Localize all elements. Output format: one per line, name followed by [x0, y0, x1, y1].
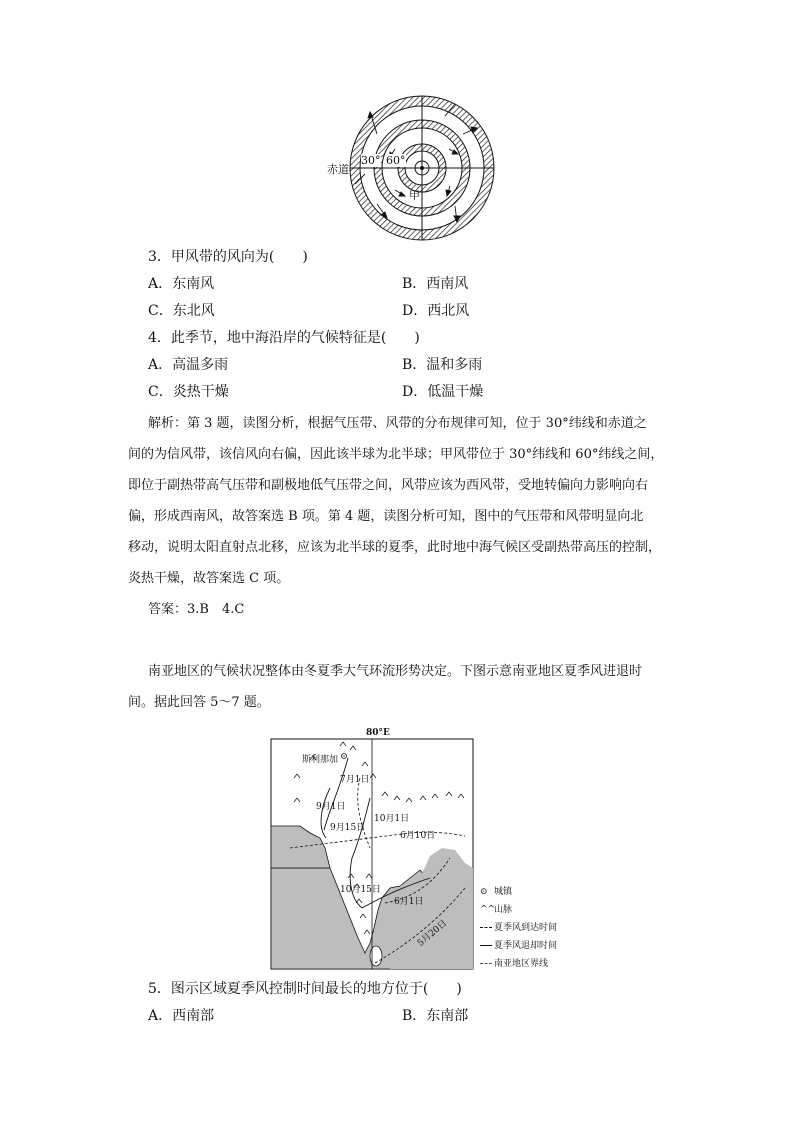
analysis-line: 炎热干燥，故答案选 C 项。 — [128, 571, 290, 586]
label-jia: 甲 — [409, 189, 420, 202]
q3-stem: 3．甲风带的风向为( ) — [148, 249, 308, 265]
mountain-icon: ^^ — [480, 905, 496, 915]
legend-item-city: ⊙ 城镇 — [480, 887, 513, 897]
map-date-label: 10月1日 — [374, 814, 410, 824]
analysis-line: 即位于副热带高气压带和副极地低气压带之间，风带应该为西风带，受地转偏向力影响向右 — [128, 478, 649, 493]
map-date-label: 10月15日 — [340, 885, 381, 895]
map-legend — [480, 884, 560, 974]
boundary-line-icon — [480, 963, 492, 964]
intro-line: 南亚地区的气候状况整体由冬夏季大气环流形势决定。下图示意南亚地区夏季风进退时 — [148, 664, 643, 679]
wind-belt-diagram — [325, 94, 500, 244]
q5-option-a: A．西南部 — [148, 1008, 215, 1024]
label-equator: 赤道 — [327, 163, 349, 176]
map-date-label: 7月1日 — [340, 775, 370, 785]
q3-option-d: D．西北风 — [402, 303, 470, 319]
q5-stem: 5．图示区域夏季风控制时间最长的地方位于( ) — [148, 981, 462, 997]
q3-option-a: A．东南风 — [148, 276, 215, 292]
legend-item-arrival: 夏季风到达时间 — [480, 920, 560, 938]
analysis-line: 偏，形成西南风，故答案选 B 项。第 4 题，读图分析可知，图中的气压带和风带明显向北 — [128, 509, 644, 524]
map-date-label: 9月15日 — [330, 823, 366, 833]
q4-option-b: B．温和多雨 — [402, 357, 483, 373]
q5-option-b: B．东南部 — [402, 1008, 469, 1024]
solid-line-icon — [480, 945, 492, 946]
q4-option-c: C．炎热干燥 — [148, 384, 229, 400]
q4-option-a: A．高温多雨 — [148, 357, 229, 373]
map-date-label: 9月1日 — [316, 802, 346, 812]
dashed-line-icon — [480, 927, 492, 928]
south-asia-map-figure — [270, 728, 560, 974]
wind-belt-figure — [325, 94, 500, 244]
legend-item-boundary: 南亚地区界线 — [480, 956, 560, 974]
intro-block — [128, 656, 688, 718]
analysis-line: 间的为信风带，该信风向右偏，因此该半球为北半球；甲风带位于 30°纬线和 60°纬线之间， — [128, 447, 664, 462]
analysis-line: 解析：第 3 题，读图分析，根据气压带、风带的分布规律可知，位于 30°纬线和赤道之 — [148, 416, 647, 431]
intro-line: 间。据此回答 5～7 题。 — [128, 695, 270, 710]
analysis-block — [128, 408, 688, 625]
q4-stem: 4．此季节，地中海沿岸的气候特征是( ) — [148, 330, 420, 346]
map-date-label: 6月1日 — [394, 897, 424, 907]
label-30-degree: 30° — [361, 154, 381, 167]
legend-item-mountain: ^^山脉 — [480, 905, 513, 915]
map-top-label: 80°E — [366, 728, 390, 738]
map-date-label: 6月10日 — [400, 831, 436, 841]
map-date-label: 5月20日 — [415, 918, 450, 949]
answer-line: 答案：3.B 4.C — [148, 602, 245, 617]
south-asia-map — [270, 738, 475, 970]
q4-option-d: D．低温干燥 — [402, 384, 484, 400]
q3-option-c: C．东北风 — [148, 303, 215, 319]
legend-item-retreat: 夏季风退却时间 — [480, 938, 560, 956]
label-60-degree: 60° — [386, 154, 406, 167]
analysis-line: 移动，说明太阳直射点北移，应该为北半球的夏季，此时地中海气候区受副热带高压的控制， — [128, 540, 662, 555]
q3-option-b: B．西南风 — [402, 276, 469, 292]
map-city-label: 斯利那加 — [302, 755, 339, 765]
city-icon: ⊙ — [480, 887, 488, 897]
